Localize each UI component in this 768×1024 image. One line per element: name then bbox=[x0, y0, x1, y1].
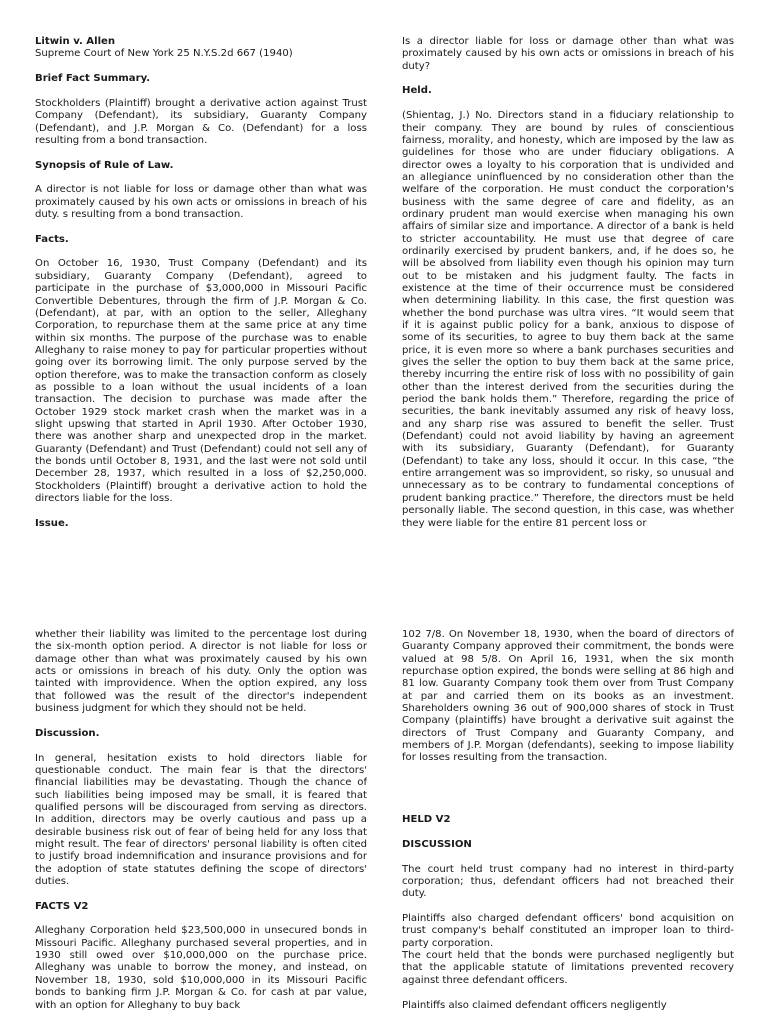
facts-heading: Facts. bbox=[35, 233, 69, 245]
issue-text: Is a director liable for loss or damage other than what was proximately caused by his own acts or omissions in breach of his duty? bbox=[402, 36, 734, 72]
discussion-v2-paragraph-2: Plaintiffs also charged defendant officers' bond acquisition on trust company's behalf constituted an improper loan to third-party corporation. bbox=[402, 913, 734, 949]
case-title: Litwin v. Allen bbox=[35, 36, 116, 47]
discussion-text: In general, hesitation exists to hold directors liable for questionable conduct. The main fear is that the directors' financial liabilities may be devastating. Though the chance of such liabilities being imposed may be small, it is feared that qualified persons will be discouraged from serving as directors. In addition, directors may be overly cautious and pass up a desirable business risk out of fear of being held for any loss that might result. The fear of directors' personal liability is often cited to justify broad indemnification and insurance provisions and for the adoption of state statutes defining the scope of directors' duties. bbox=[35, 752, 367, 887]
held-text: (Shientag, J.) No. Directors stand in a fiduciary relationship to their company. They are bound by rules of conscientious fairness, morality, and honesty, which are imposed by the law as guidelines for those who are under fiduciary obligations. A director owes a loyalty to his corporation that is undivided and an allegiance uninfluenced by no consideration other than the welfare of the corporation. He must conduct the corporation's business with the same degree of care and fidelity, as an ordinary prudent man would exercise when managing his own affairs of similar size and importance. A director of a bank is held to stricter accountability. He must use that degree of care ordinarily exercised by prudent bankers, and, if he does so, he will be absolved from liability even though his opinion may turn out to be mistaken and his judgment faulty. The facts in existence at the time of their occurrence must be considered when determining liability. In this case, the first question was whether the bond purchase was ultra vires. “It would seem that if it is against public policy for a bank, anxious to dispose of some of its securities, to agree to buy them back at the same price, it is even more so where a bank purchases securities and gives the seller the option to buy them back at the same price, thereby incurring the entire risk of loss with no possibility of gain other than the interest derived from the securities during the period the bank holds them.” Therefore, regarding the price of securities, the bank inevitably assumed any risk of heavy loss, and any sharp rise was assured to benefit the seller. Trust (Defendant) could not avoid liability by having an agreement with its subsidiary, Guaranty (Defendant), for Guaranty (Defendant) to take any loss, should it occur. In this case, “the entire arrangement was so improvident, so risky, so unusual and unnecessary as to be contrary to fundamental conceptions of prudent banking practice.” Therefore, the directors must be held personally liable. The second question, in this case, was whether they were liable for the entire 81 percent loss or bbox=[402, 110, 734, 529]
section-spacer bbox=[402, 765, 734, 802]
discussion-v2-paragraph-1: The court held trust company had no interest in third-party corporation; thus, defendant officers had not breached their duty. bbox=[402, 863, 734, 900]
discussion-v2-paragraph-3: The court held that the bonds were purchased negligently but that the applicable statute of limitations prevented recovery against three defendant officers. bbox=[402, 950, 734, 986]
synopsis-heading: Synopsis of Rule of Law. bbox=[35, 159, 174, 171]
discussion-v2-heading: DISCUSSION bbox=[402, 838, 472, 850]
held-v2-heading: HELD V2 bbox=[402, 814, 451, 826]
facts-v2-text: Alleghany Corporation held $23,500,000 in unsecured bonds in Missouri Pacific. Alleghany purchased several properties, and in 1930 still owed over $10,000,000 on the purchase price. Alleghany was unable to borrow the money, and instead, on November 18, 1930, sold $10,000,000 in its Missouri Pacific bonds to banking firm J.P. Morgan & Co. for cash at par value, with an option for Alleghany to buy back bbox=[35, 925, 367, 1011]
synopsis-text: A director is not liable for loss or damage other than what was proximately caused by his own acts or omissions in breach of his duty. s resulting from a bond transaction. bbox=[35, 184, 367, 220]
page2-right-column bbox=[402, 629, 734, 1024]
page2-left-column bbox=[35, 629, 367, 1024]
facts-text: On October 16, 1930, Trust Company (Defendant) and its subsidiary, Guaranty Company (Defendant), agreed to participate in the purchase of $3,000,000 in Missouri Pacific Convertible Debentures, through the firm of J.P. Morgan & Co. (Defendant), at par, with an option to the seller, Alleghany Corporation, to repurchase them at the same price at any time within six months. The purpose of the purchase was to enable Alleghany to raise money to pay for particular properties without going over its borrowing limit. The only purpose served by the option therefore, was to make the transaction conform as closely as possible to a loan without the usual incidents of a loan transaction. The decision to purchase was made after the October 1929 stock market crash when the market was in a slight upswing that started in April 1930. After October 1930, there was another sharp and unexpected drop in the market. Guaranty (Defendant) and Trust (Defendant) could not sell any of the bonds until October 8, 1931, and the last were not sold until December 28, 1937, which resulted in a loss of $2,250,000. Stockholders (Plaintiff) brought a derivative action to hold the directors liable for the loss. bbox=[35, 258, 367, 504]
page1-right-column bbox=[402, 36, 734, 556]
issue-heading: Issue. bbox=[35, 517, 69, 529]
discussion-v2-paragraph-4: Plaintiffs also claimed defendant officers negligently bbox=[402, 999, 667, 1011]
facts-v2-continued-text: 102 7/8. On November 18, 1930, when the board of directors of Guaranty Company approved their commitment, the bonds were valued at 98 5/8. On April 16, 1931, when the six month repurchase option expired, the bonds were selling at 86 high and 81 low. Guaranty Company took them over from Trust Company at par and carried them on its books as an investment. Shareholders owning 36 out of 900,000 shares of stock in Trust Company (plaintiffs) have brought a derivative suit against the directors of Trust Company and Guaranty Company, and members of J.P. Morgan (defendants), seeking to impose liability for losses resulting from the transaction. bbox=[402, 629, 734, 764]
case-citation: Supreme Court of New York 25 N.Y.S.2d 667 (1940) bbox=[35, 48, 293, 60]
discussion-heading: Discussion. bbox=[35, 727, 100, 739]
page1-left-column bbox=[35, 36, 367, 546]
held-continued-text: whether their liability was limited to the percentage lost during the six-month option period. A director is not liable for loss or damage other than what was proximately caused by his own acts or omissions in breach of his duty. Only the option was tainted with improvidence. When the option expired, any loss that followed was the result of the director's independent business judgment for which they should not be held. bbox=[35, 629, 367, 715]
brief-fact-text: Stockholders (Plaintiff) brought a derivative action against Trust Company (Defendant), its subsidiary, Guaranty Company (Defendant), and J.P. Morgan & Co. (Defendant) for a loss resulting from a bond transaction. bbox=[35, 97, 367, 146]
held-heading: Held. bbox=[402, 85, 432, 97]
brief-fact-heading: Brief Fact Summary. bbox=[35, 73, 151, 85]
facts-v2-heading: FACTS V2 bbox=[35, 900, 89, 912]
